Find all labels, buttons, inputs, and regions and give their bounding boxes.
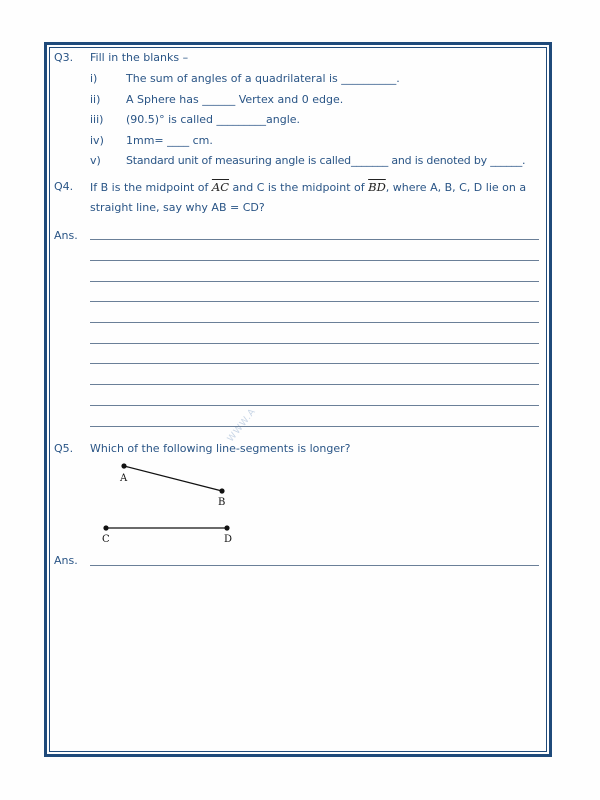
segment-bd: $\overline{BD}$ [368,180,386,194]
segment-ac: $\overline{AC}$ [211,180,230,194]
q4-text-b: and C is the midpoint of [229,181,369,194]
q3-item-num: iii) [90,113,104,126]
point-c [103,525,108,530]
q5-answer-label: Ans. [54,554,78,567]
q4-answer-label: Ans. [54,229,78,242]
q3-item-text: (90.5)° is called _________angle. [126,113,301,126]
q4-question-line2: straight line, say why AB = CD? [90,201,265,214]
q4-text-c: , where A, B, C, D lie on a [385,181,527,194]
label-c: C [102,534,110,545]
segment-ab [124,466,222,491]
point-d [224,525,229,530]
q3-item-num: iv) [90,134,104,147]
q3-item-text: Standard unit of measuring angle is called_______ and is denoted by ______. [126,154,526,167]
q3-item-text: A Sphere has ______ Vertex and 0 edge. [126,93,344,106]
q3-item-num: ii) [90,93,101,106]
answer-line [90,565,539,566]
label-d: D [224,534,233,545]
q5-question: Which of the following line-segments is longer? [90,442,351,455]
label-b: B [218,497,226,508]
q4-number: Q4. [54,180,74,193]
q4-text-a: If B is the midpoint of [90,181,212,194]
q3-title: Fill in the blanks – [90,51,189,64]
watermark: WWW.A [226,406,259,445]
q3-number: Q3. [54,51,74,64]
point-a [121,463,126,468]
q3-item-num: i) [90,72,98,85]
q3-item-text: The sum of angles of a quadrilateral is __________. [126,72,400,85]
label-a: A [120,473,128,484]
q3-item-num: v) [90,154,101,167]
point-b [219,488,224,493]
q5-number: Q5. [54,442,74,455]
q3-item-text: 1mm= ____ cm. [126,134,213,147]
